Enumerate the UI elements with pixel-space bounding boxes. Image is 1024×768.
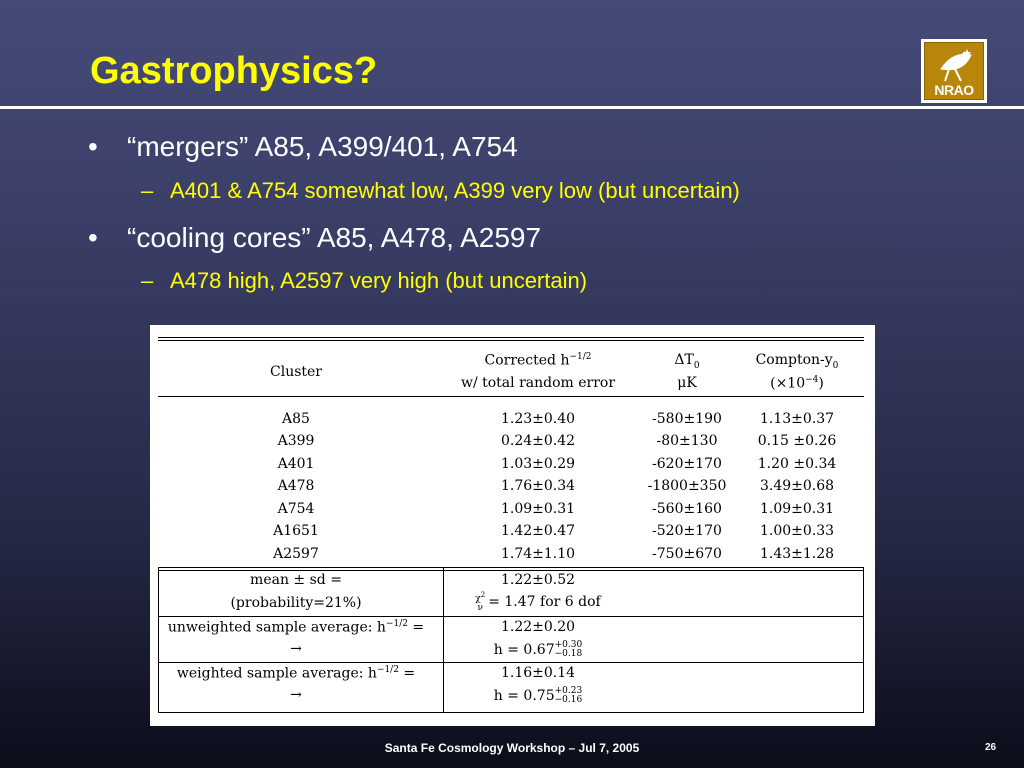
table-rule <box>158 570 864 571</box>
cell-cluster: A85 <box>282 411 310 427</box>
nrao-logo <box>921 39 987 103</box>
bullet-marker: • <box>88 131 98 162</box>
probability-label: (probability=21%) <box>230 595 362 611</box>
cell-delta-t: -580±190 <box>652 411 722 427</box>
cell-corrected: 1.03±0.29 <box>500 456 576 472</box>
slide-footer: Santa Fe Cosmology Workshop – Jul 7, 2005 <box>384 741 640 755</box>
cell-compton: 1.09±0.31 <box>759 501 835 517</box>
cell-corrected: 1.09±0.31 <box>500 501 576 517</box>
header-cluster: Cluster <box>270 364 322 380</box>
sub-bullet-marker: – <box>141 268 154 293</box>
sub-bullet-text: A478 high, A2597 very high (but uncertain) <box>170 268 588 293</box>
cell-compton: 1.20 ±0.34 <box>757 456 837 472</box>
unweighted-h: h = 0.67+0.30 −0.18 <box>493 640 583 659</box>
table-rule <box>158 616 864 617</box>
cell-delta-t: -750±670 <box>652 546 722 562</box>
chi-square-value: $\chi^2$ ν = 1.47 for 6 dof <box>475 591 601 613</box>
cell-compton: 0.15 ±0.26 <box>757 433 837 449</box>
cell-cluster: A2597 <box>273 546 319 562</box>
radio-telescope-icon <box>933 47 979 83</box>
table-border-left <box>158 567 159 713</box>
results-table <box>150 325 875 726</box>
unweighted-arrow: → <box>290 641 302 657</box>
header-delta-t-unit: μK <box>677 375 697 391</box>
cell-cluster: A401 <box>277 456 315 472</box>
cell-cluster: A399 <box>277 433 315 449</box>
header-compton-unit: $(\times 10^{-4})$ <box>770 375 824 392</box>
table-rule <box>158 662 864 663</box>
cell-cluster: A478 <box>277 478 315 494</box>
cell-cluster: A754 <box>277 501 315 517</box>
table-rule <box>158 712 864 713</box>
mean-value: 1.22±0.52 <box>500 572 576 588</box>
cell-corrected: 1.74±1.10 <box>500 546 576 562</box>
table-rule <box>158 396 864 397</box>
unweighted-label: unweighted sample average: $h^{-1/2}$ = <box>167 619 425 636</box>
cell-compton: 1.13±0.37 <box>759 411 835 427</box>
header-corrected-sub: w/ total random error <box>460 375 616 391</box>
cell-cluster: A1651 <box>273 523 319 539</box>
cell-delta-t: -80±130 <box>656 433 718 449</box>
cell-compton: 1.43±1.28 <box>759 546 835 562</box>
page-number: 26 <box>985 742 997 753</box>
weighted-value: 1.16±0.14 <box>500 665 576 681</box>
cell-delta-t: -560±160 <box>652 501 722 517</box>
weighted-h: h = 0.75+0.23 −0.16 <box>493 686 583 705</box>
table-border-right <box>863 567 864 713</box>
title-divider <box>0 106 1024 109</box>
cell-compton: 3.49±0.68 <box>759 478 835 494</box>
sub-bullet-marker: – <box>141 178 154 203</box>
table-column-divider <box>443 567 444 713</box>
sub-bullet-text: A401 & A754 somewhat low, A399 very low (but uncertain) <box>170 178 740 203</box>
header-delta-t: $\Delta T_0$ <box>674 352 700 371</box>
slide-title: Gastrophysics? <box>90 50 378 92</box>
unweighted-value: 1.22±0.20 <box>500 619 576 635</box>
weighted-arrow: → <box>290 687 302 703</box>
table-rule <box>158 567 864 568</box>
header-corrected: Corrected $h^{-1/2}$ <box>484 352 592 369</box>
cell-delta-t: -620±170 <box>652 456 722 472</box>
bullet-text: “mergers” A85, A399/401, A754 <box>127 131 518 162</box>
header-compton: Compton-$y_0$ <box>755 352 839 371</box>
cell-delta-t: -520±170 <box>652 523 722 539</box>
cell-corrected: 1.42±0.47 <box>500 523 576 539</box>
table-rule <box>158 340 864 341</box>
bullet-text: “cooling cores” A85, A478, A2597 <box>127 222 542 253</box>
cell-corrected: 1.76±0.34 <box>500 478 576 494</box>
cell-compton: 1.00±0.33 <box>759 523 835 539</box>
weighted-label: weighted sample average: $h^{-1/2}$ = <box>176 665 416 682</box>
cell-corrected: 0.24±0.42 <box>500 433 576 449</box>
table-rule <box>158 337 864 338</box>
cell-delta-t: -1800±350 <box>647 478 727 494</box>
bullet-marker: • <box>88 222 98 253</box>
cell-corrected: 1.23±0.40 <box>500 411 576 427</box>
logo-text: NRAO <box>934 82 974 98</box>
mean-label: mean ± sd = <box>250 572 342 588</box>
